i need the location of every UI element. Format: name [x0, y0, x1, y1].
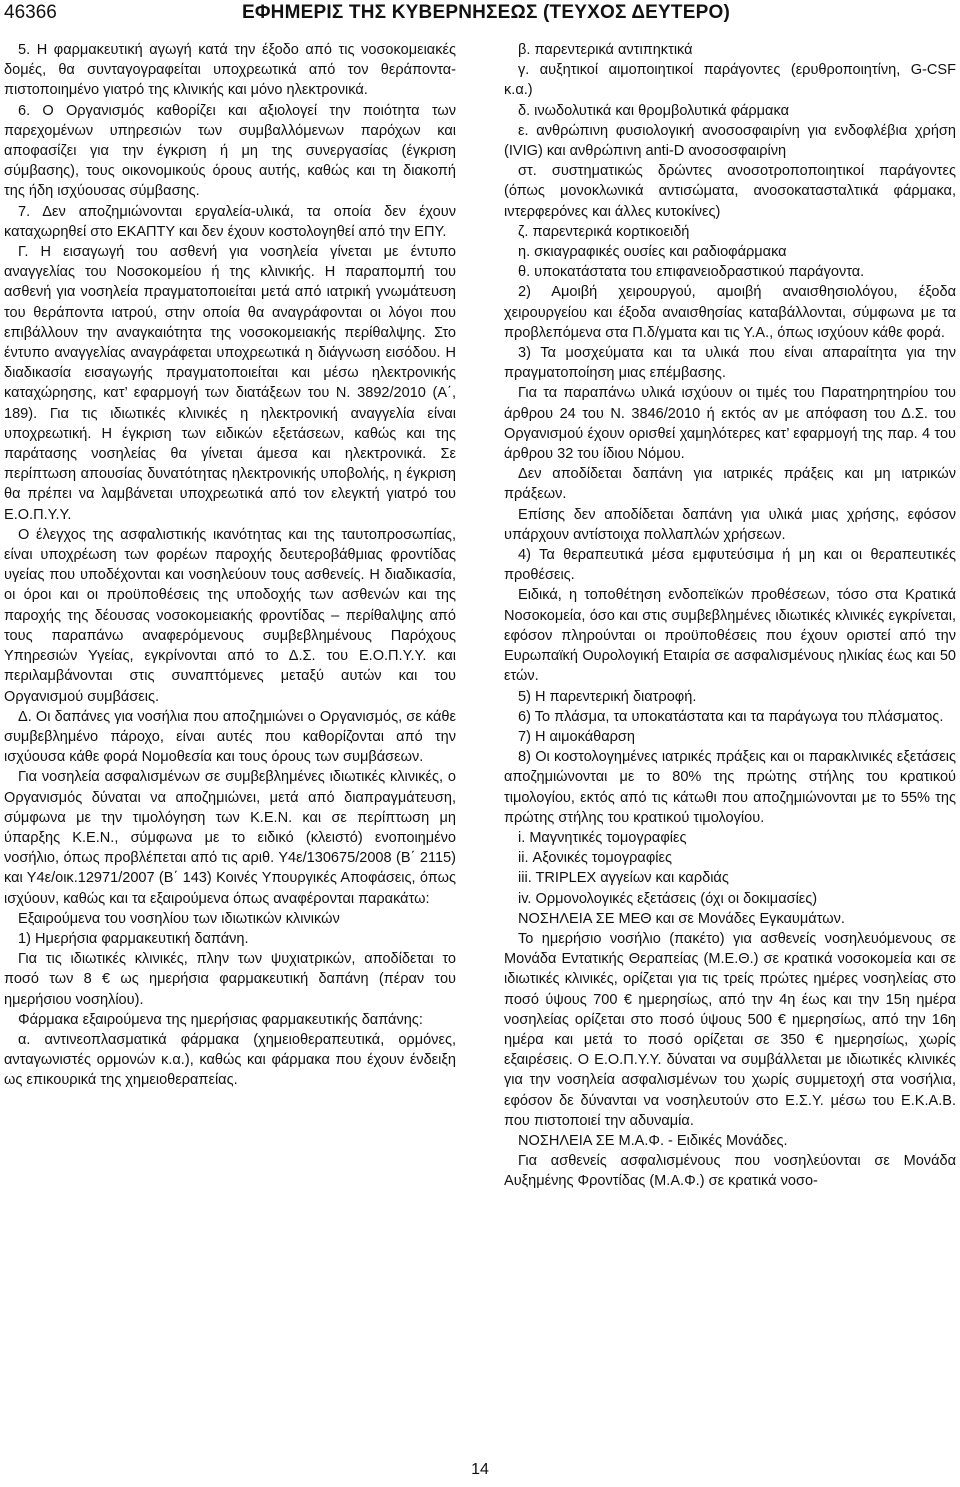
paragraph: Για νοσηλεία ασφαλισμένων σε συμβεβλημένες ιδιωτικές κλινικές, ο Οργανισμός δύναται να αποζημιώνει, μετά από διαπραγμάτευση, σύμφωνα με την τιμολόγηση των Κ.Ε.Ν. και σε περίπτωση μη ύπαρξης Κ.Ε.Ν., σύμφωνα με το ειδικό (κλειστό) ενοποιημένο νοσήλιο, όπως προβλέπεται από τις αριθ. Υ4ε/130675/2008 (Β΄ 2115) και Υ4ε/οικ.12971/2007 (Β΄ 143) Κοινές Υπουργικές Αποφάσεις, όπως ισχύουν, καθώς και τα εξαιρούμενα όπως αναφέρονται παρακάτω: [4, 769, 456, 907]
paragraph: στ. συστηματικώς δρώντες ανοσοτροποποιητικοί παράγοντες (όπως μονοκλωνικά αντισώματα, ανοσοκατασταλτικά φάρμακα, ιντερφερόνες και άλλες κυτοκίνες) [504, 163, 956, 220]
paragraph: θ. υποκατάστατα του επιφανειοδραστικού παράγοντα. [518, 264, 865, 281]
paragraph: Εξαιρούμενα του νοσηλίου των ιδιωτικών κλινικών [18, 910, 340, 927]
paragraph: iv. Ορμονολογικές εξετάσεις (όχι οι δοκιμασίες) [518, 890, 818, 907]
paragraph: α. αντινεοπλασματικά φάρμακα (χημειοθεραπευτικά, ορμόνες, ανταγωνιστές ορμονών κ.α.), καθώς και φάρμακα που έχουν ένδειξη ως επικουρικά της χημειοθεραπείας. [4, 1031, 456, 1089]
paragraph: Για ασθενείς ασφαλισμένους που νοσηλεύονται σε Μονάδα Αυξημένης Φροντίδας (Μ.Α.Φ.) σε κρατικά νοσο- [504, 1153, 956, 1190]
paragraph: Γ. Η εισαγωγή του ασθενή για νοσηλεία γίνεται με έντυπο αναγγελίας του Νοσοκομείου ή της κλινικής. Η παραπομπή του ασθενή για νοσηλεία πραγματοποιείται μετά από ιατρική γνωμάτευση του θεράποντα ιατρού, στην οποία θα αναγράφονται οι λόγοι που επιβάλλουν την αναγκαιότητα της νοσοκομειακής περίθαλψης. Στο έντυπο αναγγελίας αναγράφεται υποχρεωτικά η διάγνωση εισόδου. Η διαδικασία εισαγωγής πραγματοποιείται και μέσω ηλεκτρονικής καταχώρησης, κατ’ εφαρμογή των διατάξεων του Ν. 3892/2010 (Α΄, 189). Για τις ιδιωτικές κλινικές η ηλεκτρονική αναγγελία είναι υποχρεωτική. Η έγκριση των ειδικών εξετάσεων, καθώς και της παράτασης νοσηλείας θα γίνεται άμεσα και ηλεκτρονικά. Σε περίπτωση απουσίας δυνατότητας ηλεκτρονικής υποβολής, η έγκριση θα πρέπει να λαμβάνεται υποχρεωτικά από τον ελεγκτή γιατρό του Ε.Ο.Π.Υ.Υ. [4, 244, 456, 523]
paragraph: ΝΟΣΗΛΕΙΑ ΣΕ ΜΕΘ και σε Μονάδες Εγκαυμάτων. [518, 910, 845, 927]
paragraph: i. Μαγνητικές τομογραφίες [518, 829, 687, 846]
gazette-title: ΕΦΗΜΕΡΙΣ ΤΗΣ ΚΥΒΕΡΝΗΣΕΩΣ (ΤΕΥΧΟΣ ΔΕΥΤΕΡΟ) [242, 2, 730, 23]
left-column [4, 40, 456, 1091]
paragraph: 1) Ημερήσια φαρμακευτική δαπάνη. [18, 930, 249, 947]
paragraph: Για τα παραπάνω υλικά ισχύουν οι τιμές του Παρατηρητηρίου του άρθρου 24 του Ν. 3846/2010 ή εκτός αν με απόφαση του Δ.Σ. του Οργανισμού έχουν ορισθεί χαμηλότερες κατ’ εφαρμογή της παρ. 4 του άρθρου 32 του ίδιου Νόμου. [504, 385, 956, 463]
sheet-number: 14 [471, 1461, 489, 1478]
paragraph: 7) Η αιμοκάθαρση [518, 728, 635, 745]
paragraph: 5) Η παρεντερική διατροφή. [518, 688, 697, 705]
paragraph: 4) Τα θεραπευτικά μέσα εμφυτεύσιμα ή μη και οι θεραπευτικές προθέσεις. [504, 547, 956, 584]
right-column [504, 40, 956, 1192]
paragraph: δ. ινωδολυτικά και θρομβολυτικά φάρμακα [518, 102, 789, 119]
paragraph: 5. Η φαρμακευτική αγωγή κατά την έξοδο από τις νοσοκομειακές δομές, θα συνταγογραφείται υποχρεωτικά από τον θεράποντα-πιστοποιημένο γιατρό της κλινικής και μόνο ηλεκτρονικά. [4, 42, 456, 99]
page-header [4, 0, 956, 28]
paragraph: η. σκιαγραφικές ουσίες και ραδιοφάρμακα [518, 244, 787, 261]
paragraph: 3) Τα μοσχεύματα και τα υλικά που είναι απαραίτητα για την πραγματοποίηση μιας επέμβασης. [504, 345, 956, 382]
paragraph: Επίσης δεν αποδίδεται δαπάνη για υλικά μιας χρήσης, εφόσον υπάρχουν αντίστοιχα πολλαπλών χρήσεων. [504, 506, 956, 543]
paragraph: 2) Αμοιβή χειρουργού, αμοιβή αναισθησιολόγου, έξοδα χειρουργείου και έξοδα αναισθησίας καταβάλλονται, σύμφωνα με τα προβλεπόμενα στα Π.δ/γματα και τις Υ.Α., όπως ισχύουν κάθε φορά. [504, 284, 956, 341]
paragraph: β. παρεντερικά αντιπηκτικά [518, 42, 693, 58]
paragraph: Φάρμακα εξαιρούμενα της ημερήσιας φαρμακευτικής δαπάνης: [18, 1011, 423, 1028]
paragraph: 8) Οι κοστολογημένες ιατρικές πράξεις και οι παρακλινικές εξετάσεις αποζημιώνονται με το 80% της πρώτης στήλης του κρατικού τιμολογίου, εκτός από τις κάτωθι που αποζημιώνονται με το 55% της πρώτης στήλης του κρατικού τιμολογίου. [504, 749, 956, 826]
page-number: 46366 [4, 2, 57, 23]
paragraph: Για τις ιδιωτικές κλινικές, πλην των ψυχιατρικών, αποδίδεται το ποσό των 8 € ως ημερήσια φαρμακευτική δαπάνη (πέραν του ημερήσιου νοσηλίου). [4, 951, 456, 1008]
paragraph: 6) Το πλάσμα, τα υποκατάστατα και τα παράγωγα του πλάσματος. [518, 708, 944, 725]
paragraph: ε. ανθρώπινη φυσιολογική ανοσοσφαιρίνη για ενδοφλέβια χρήση (IVIG) και ανθρώπινη anti-D ανοσοσφαιρίνη [504, 122, 956, 160]
paragraph: Δ. Οι δαπάνες για νοσήλια που αποζημιώνει ο Οργανισμός, σε κάθε συμβεβλημένο πάροχο, είναι αυτές που καθορίζονται από την ισχύουσα κάθε φορά Νομοθεσία και τους όρους των συμβάσεων. [4, 708, 456, 766]
paragraph: Ειδικά, η τοποθέτηση ενδοπεϊκών προθέσεων, τόσο στα Κρατικά Νοσοκομεία, όσο και στις συμβεβλημένες ιδιωτικές κλινικές εγκρίνεται, εφόσον πληρούνται οι προϋποθέσεις που έχουν οριστεί από την Ευρωπαϊκή Ουρολογική Εταιρία σε ασφαλισμένους ηλικίας έως και 50 ετών. [504, 587, 956, 685]
paragraph: Το ημερήσιο νοσήλιο (πακέτο) για ασθενείς νοσηλευόμενους σε Μονάδα Εντατικής Θεραπείας (Μ.Ε.Θ.) σε κρατικά νοσοκομεία και σε ιδιωτικές κλινικές, ορίζεται για τις τρείς πρώτες ημέρες νοσηλείας στο ποσό ύψους 700 € ημερησίως, από την 4η έως και την 15η ημέρα νοσηλείας ορίζεται στο ποσό ύψους 500 € ημερησίως, από την 16η ημέρα και μετά το ποσό ορίζεται σε 350 € ημερησίως, χωρίς εξαιρέσεις. Ο Ε.Ο.Π.Υ.Υ. δύναται να συμβάλλεται με ιδιωτικές κλινικές για την νοσηλεία ασφαλισμένων του χωρίς συμμετοχή στα νοσήλια, εφόσον δε δύνανται να νοσηλευτούν στο Ε.Σ.Υ. μέσω του Ε.Κ.Α.Β. που πιστοποιεί την αδυναμία. [504, 930, 956, 1129]
paragraph: iii. TRIPLEX αγγείων και καρδιάς [518, 870, 729, 887]
paragraph: 7. Δεν αποζημιώνονται εργαλεία-υλικά, τα οποία δεν έχουν καταχωρηθεί στο ΕΚΑΠΤΥ και δεν έχουν κοστολογηθεί από την ΕΠΥ. [4, 203, 456, 240]
paragraph: 6. Ο Οργανισμός καθορίζει και αξιολογεί την ποιότητα των παρεχομένων υπηρεσιών των συμβαλλόμενων παρόχων και αποφασίζει για την έγκριση ή μη της συνεργασίας (έγκριση σύμβασης), τους οικονομικούς όρους αυτής, καθώς και τη διακοπή της ήδη ισχύουσας σύμβασης. [4, 102, 456, 200]
paragraph: Ο έλεγχος της ασφαλιστικής ικανότητας και της ταυτοπροσωπίας, είναι υποχρέωση των φορέων παροχής δευτεροβάθμιας φροντίδας υγείας που υποδέχονται και νοσηλεύουν τους ασθενείς. Η διαδικασία, οι όροι και οι προϋποθέσεις της υποδοχής των ασθενών και της παροχής της δέουσας νοσοκομειακής φροντίδας – περίθαλψης από τους παραπάνω αναφερόμενους συμβεβλημένους Παρόχους Υπηρεσιών Υγείας, εγκρίνονται από το Δ.Σ. του Ε.Ο.Π.Υ.Υ. και περιλαμβάνονται στις συναπτόμενες μεταξύ αυτών και του Οργανισμού συμβάσεις. [4, 526, 456, 705]
paragraph: γ. αυξητικοί αιμοποιητικοί παράγοντες (ερυθροποιητίνη, G-CSF κ.α.) [504, 62, 956, 99]
paragraph: ΝΟΣΗΛΕΙΑ ΣΕ Μ.Α.Φ. - Ειδικές Μονάδες. [518, 1132, 788, 1149]
paragraph: ζ. παρεντερικά κορτικοειδή [518, 223, 690, 240]
paragraph: Δεν αποδίδεται δαπάνη για ιατρικές πράξεις και μη ιατρικών πράξεων. [504, 466, 956, 503]
paragraph: ii. Αξονικές τομογραφίες [518, 850, 672, 867]
